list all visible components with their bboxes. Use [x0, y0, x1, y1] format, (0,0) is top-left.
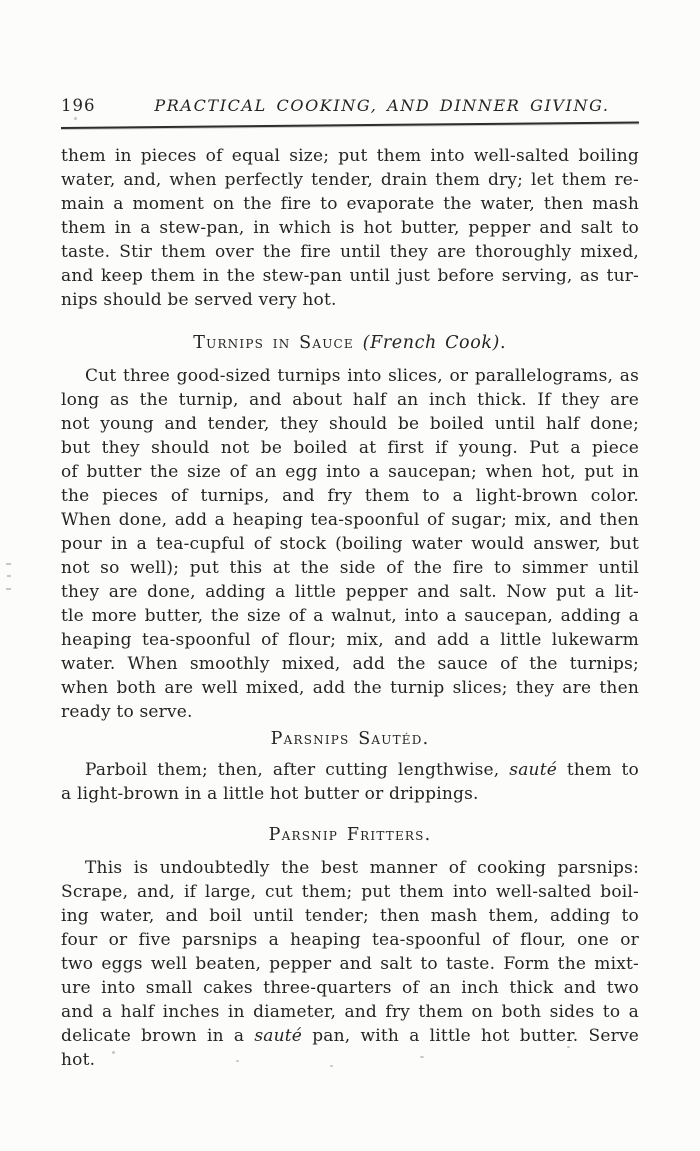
- recipe-heading-parsnip-fritters: [61, 822, 639, 848]
- page-number: 196: [61, 96, 96, 115]
- paragraph-parsnips-sauted: [61, 758, 639, 806]
- recipe-heading-turnips-in-sauce: [61, 330, 639, 356]
- paragraph-turnips-continuation: [61, 144, 639, 312]
- scan-artifact: [6, 563, 11, 565]
- heading-smallcaps: Parsnips Sautéd.: [270, 729, 430, 750]
- heading-smallcaps: Parsnip Fritters.: [268, 825, 432, 846]
- text-line: and keep them in the stew-pan until just before serving, as tur-: [61, 266, 639, 287]
- text-line: long as the turnip, and about half an inch thick. If they are: [61, 390, 639, 411]
- text-line: When done, add a heaping tea-spoonful of sugar; mix, and then: [61, 510, 639, 531]
- paragraph-parsnip-fritters: [61, 856, 639, 1072]
- scan-speck: [112, 1051, 115, 1054]
- text-line: the pieces of turnips, and fry them to a light-brown color.: [61, 486, 639, 507]
- text-line: two eggs well beaten, pepper and salt to taste. Form the mixt-: [61, 954, 639, 975]
- text-line: ing water, and boil until tender; then mash them, adding to: [61, 906, 639, 927]
- running-title: PRACTICAL COOKING, AND DINNER GIVING.: [154, 96, 610, 115]
- text-line: taste. Stir them over the fire until they are thoroughly mixed,: [61, 242, 639, 263]
- heading-smallcaps: Turnips in Sauce: [193, 333, 354, 354]
- recipe-heading-parsnips-sauted: [61, 726, 639, 752]
- heading-suffix: .: [499, 333, 507, 354]
- scan-artifact: [6, 588, 11, 590]
- text-line: them in a stew-pan, in which is hot butter, pepper and salt to: [61, 218, 639, 239]
- text-line: nips should be served very hot.: [61, 290, 337, 311]
- text-line: main a moment on the fire to evaporate the water, then mash: [61, 194, 639, 215]
- scan-artifact: [74, 117, 77, 120]
- scan-artifact: [7, 575, 11, 577]
- header-rule: [61, 121, 639, 129]
- text-line: and a half inches in diameter, and fry them on both sides to a: [61, 1002, 639, 1023]
- text-line: ure into small cakes three-quarters of an inch thick and two: [61, 978, 639, 999]
- text-line: them in pieces of equal size; put them into well-salted boiling: [61, 146, 639, 167]
- page-header: [61, 96, 639, 118]
- text-line: delicate brown in a sauté pan, with a little hot butter. Serve: [61, 1026, 640, 1047]
- text-line: not young and tender, they should be boiled until half done;: [61, 414, 639, 435]
- text-line: pour in a tea-cupful of stock (boiling water would answer, but: [61, 534, 639, 555]
- text-line: ready to serve.: [61, 702, 193, 723]
- text-line: water, and, when perfectly tender, drain them dry; let them re-: [61, 170, 639, 191]
- text-line: when both are well mixed, add the turnip slices; they are then: [61, 678, 639, 699]
- paragraph-turnips-in-sauce: [61, 364, 639, 724]
- text-line: water. When smoothly mixed, add the sauce of the turnips;: [61, 654, 639, 675]
- text-line: heaping tea-spoonful of flour; mix, and add a little lukewarm: [61, 630, 639, 651]
- text-line: of butter the size of an egg into a saucepan; when hot, put in: [61, 462, 639, 483]
- page-content: [61, 96, 639, 1072]
- text-line: hot.: [61, 1050, 96, 1071]
- text-line: This is undoubtedly the best manner of cooking parsnips:: [85, 858, 639, 879]
- scan-speck: [420, 1056, 424, 1058]
- scan-speck: [330, 1065, 333, 1067]
- text-line: Scrape, and, if large, cut them; put them into well-salted boil-: [61, 882, 639, 903]
- heading-attribution: (French Cook): [362, 333, 500, 354]
- text-line: Parboil them; then, after cutting lengthwise, sauté them to: [85, 760, 639, 781]
- scan-speck: [567, 1046, 570, 1048]
- text-line: but they should not be boiled at first if young. Put a piece: [61, 438, 639, 459]
- text-line: tle more butter, the size of a walnut, into a saucepan, adding a: [61, 606, 639, 627]
- text-line: they are done, adding a little pepper and salt. Now put a lit-: [61, 582, 639, 603]
- text-line: not so well); put this at the side of the fire to simmer until: [61, 558, 639, 579]
- text-line: Cut three good-sized turnips into slices, or parallelograms, as: [85, 366, 639, 387]
- scan-speck: [236, 1060, 239, 1062]
- text-line: four or five parsnips a heaping tea-spoonful of flour, one or: [61, 930, 639, 951]
- text-line: a light-brown in a little hot butter or drippings.: [61, 784, 479, 805]
